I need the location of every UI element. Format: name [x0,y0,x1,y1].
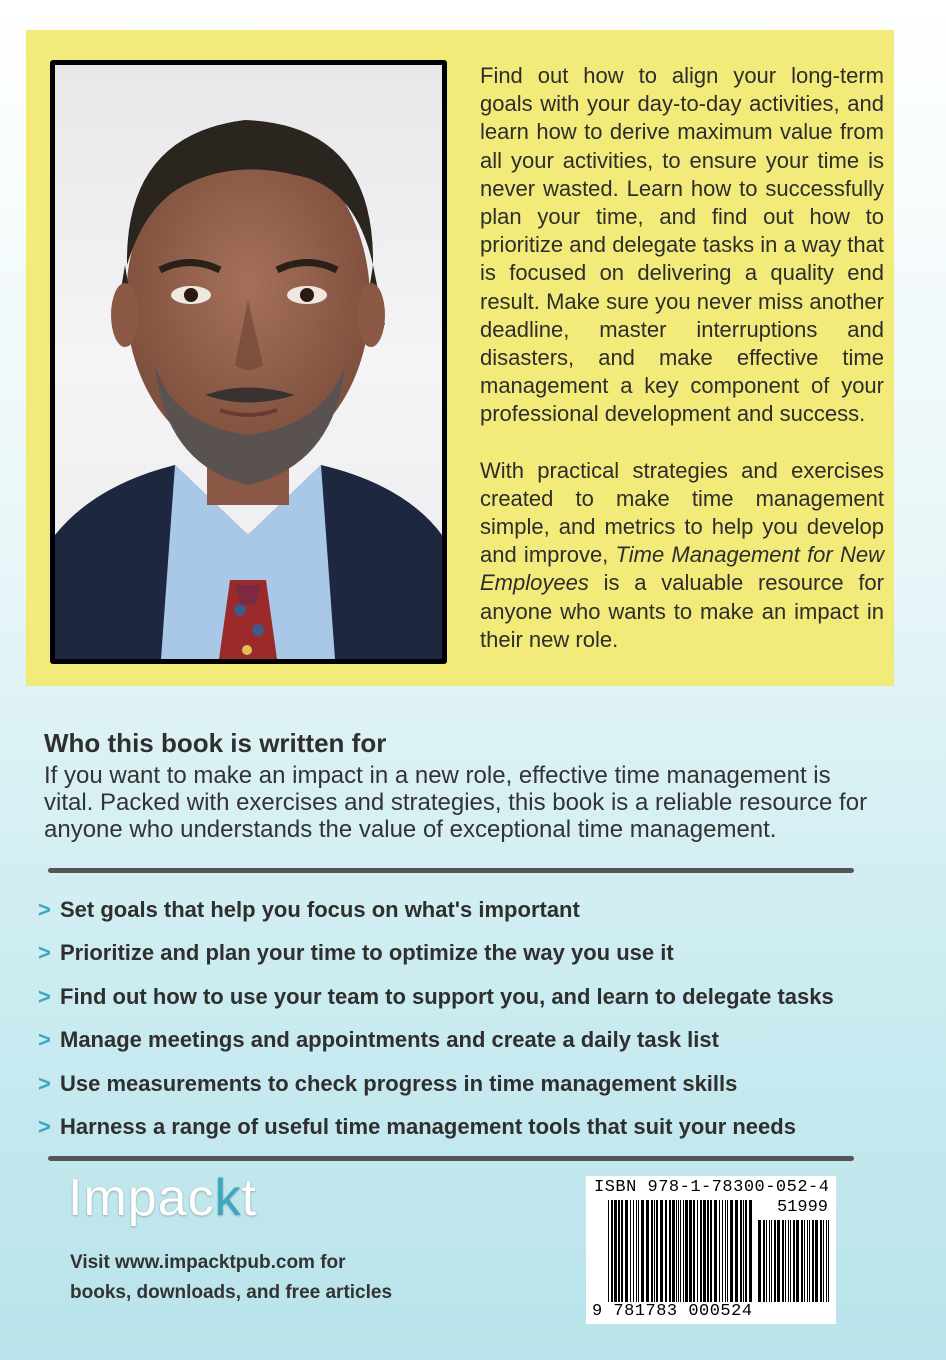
ean-barcode-bars [608,1200,752,1302]
barcode-bar [749,1200,752,1302]
barcode-bar [735,1200,738,1302]
barcode-bar [618,1200,620,1302]
barcode-bar [745,1200,747,1302]
barcode-bar [769,1220,770,1302]
barcode-bar [654,1200,655,1302]
barcode-bar [722,1200,723,1302]
barcode-bar [680,1200,681,1302]
barcode-bar [774,1220,776,1302]
chevron-right-icon: > [38,896,51,922]
ean-digits: 9 781783 000524 [592,1302,753,1321]
barcode-bar [656,1200,658,1302]
barcode-bar [685,1200,688,1302]
barcode-bar [625,1200,628,1302]
barcode-bar [796,1220,799,1302]
barcode-bar [785,1220,786,1302]
feature-item [38,1106,878,1150]
chevron-right-icon: > [38,1027,51,1053]
chevron-right-icon: > [38,1070,51,1096]
barcode-bar [614,1200,617,1302]
barcode-bar [697,1200,698,1302]
divider-bottom [48,1156,854,1161]
barcode-bar [660,1200,663,1302]
blurb-paragraph-1: Find out how to align your long-term goals with your day-to-day activities, and learn how to derive maximum value from all your activities, to ensure your time is never wasted. Learn how to successfully plan your time, and find out how to prioritize and delegate tasks in a way that is focused on delivering a quality end result. Make sure you never miss another deadline, master interruptions and disasters, and make effective time management a key component of your professional development and success. [480,63,884,427]
logo-text-2: k [214,1169,242,1227]
feature-item [38,932,878,976]
author-portrait-illustration [55,65,442,659]
logo-text-3: t [241,1169,258,1227]
barcode-bar [788,1220,789,1302]
barcode-bar [815,1220,818,1302]
barcode-bar [633,1200,634,1302]
barcode-bar [669,1200,671,1302]
barcode-bar [826,1220,827,1302]
barcode-bar [611,1200,613,1302]
blurb-paragraph-2-before: With practical strategies and exercises created to make time management simple, and metrics to help you develop and improve, [480,457,884,568]
book-title: Time Management for New Employees [480,542,884,596]
barcode-bar [807,1220,808,1302]
addon-barcode-bars [758,1220,830,1302]
feature-text: Manage meetings and appointments and create a daily task list [60,1027,719,1053]
barcode-bar [641,1200,644,1302]
barcode-bar [743,1200,744,1302]
barcode-bar [793,1220,795,1302]
barcode-bar [710,1200,712,1302]
feature-text: Find out how to use your team to support you, and learn to delegate tasks [60,983,834,1009]
barcode-bar [740,1200,742,1302]
barcode-bar [758,1220,761,1302]
barcode-bar [763,1220,765,1302]
feature-item [38,1019,878,1063]
back-cover-blurb [480,62,884,682]
barcode-bar [725,1200,726,1302]
barcode-bar [703,1200,706,1302]
barcode-bar [771,1220,772,1302]
logo-text-1: Impac [68,1169,215,1227]
publisher-visit-text: Visit www.impacktpub.com for books, downloads, and free articles [70,1252,393,1303]
who-section-text: If you want to make an impact in a new role, effective time management is vital. Packed with exercises and strategies, this book is a reliable resource for anyone who understands the value of exceptional time management. [44,762,868,843]
barcode-bar [693,1200,695,1302]
barcode-bar [766,1220,767,1302]
barcode-bar [812,1220,814,1302]
barcode-bar [621,1200,623,1302]
feature-text: Use measurements to check progress in time management skills [60,1070,738,1096]
feature-list [38,888,878,1149]
price-code: 51999 [776,1198,828,1217]
barcode-bar [801,1220,803,1302]
chevron-right-icon: > [38,1114,51,1140]
barcode-bar [678,1200,679,1302]
barcode-bar [828,1220,829,1302]
blurb-paragraph-2 [480,457,884,654]
barcode-bar [608,1200,609,1302]
barcode-bar [730,1200,733,1302]
barcode-bar [651,1200,653,1302]
barcode-bar [636,1200,637,1302]
barcode-bar [782,1220,784,1302]
who-section-title: Who this book is written for [44,728,387,758]
author-photo-frame [50,60,447,664]
feature-item [38,888,878,932]
barcode-bar [630,1200,631,1302]
divider-top [48,868,854,873]
barcode-bar [777,1220,780,1302]
barcode-bar [714,1200,717,1302]
barcode-bar [823,1220,824,1302]
barcode-bar [804,1220,805,1302]
barcode-bar [719,1200,720,1302]
barcode-bar [646,1200,649,1302]
barcode-bar [727,1200,728,1302]
barcode-bar [683,1200,684,1302]
isbn-text: ISBN 978-1-78300-052-4 [594,1178,830,1197]
feature-text: Prioritize and plan your time to optimize the way you use it [60,940,674,966]
chevron-right-icon: > [38,940,51,966]
feature-item [38,975,878,1019]
barcode-bar [790,1220,791,1302]
feature-text: Harness a range of useful time management tools that suit your needs [60,1114,796,1140]
barcode-bar [809,1220,810,1302]
barcode-bar [676,1200,677,1302]
blurb-paragraph-2-after: is a valuable resource for anyone who wants to make an impact in their new role. [480,570,884,652]
chevron-right-icon: > [38,983,51,1009]
barcode-bar [665,1200,667,1302]
author-photo [55,65,442,659]
isbn-barcode [586,1176,836,1324]
barcode-bar [700,1200,702,1302]
feature-text: Set goals that help you focus on what's important [60,896,580,922]
publisher-logo [68,1168,257,1228]
barcode-bar [638,1200,639,1302]
barcode-bar [689,1200,692,1302]
barcode-bar [672,1200,675,1302]
feature-item [38,1062,878,1106]
barcode-bar [820,1220,822,1302]
barcode-bar [707,1200,709,1302]
